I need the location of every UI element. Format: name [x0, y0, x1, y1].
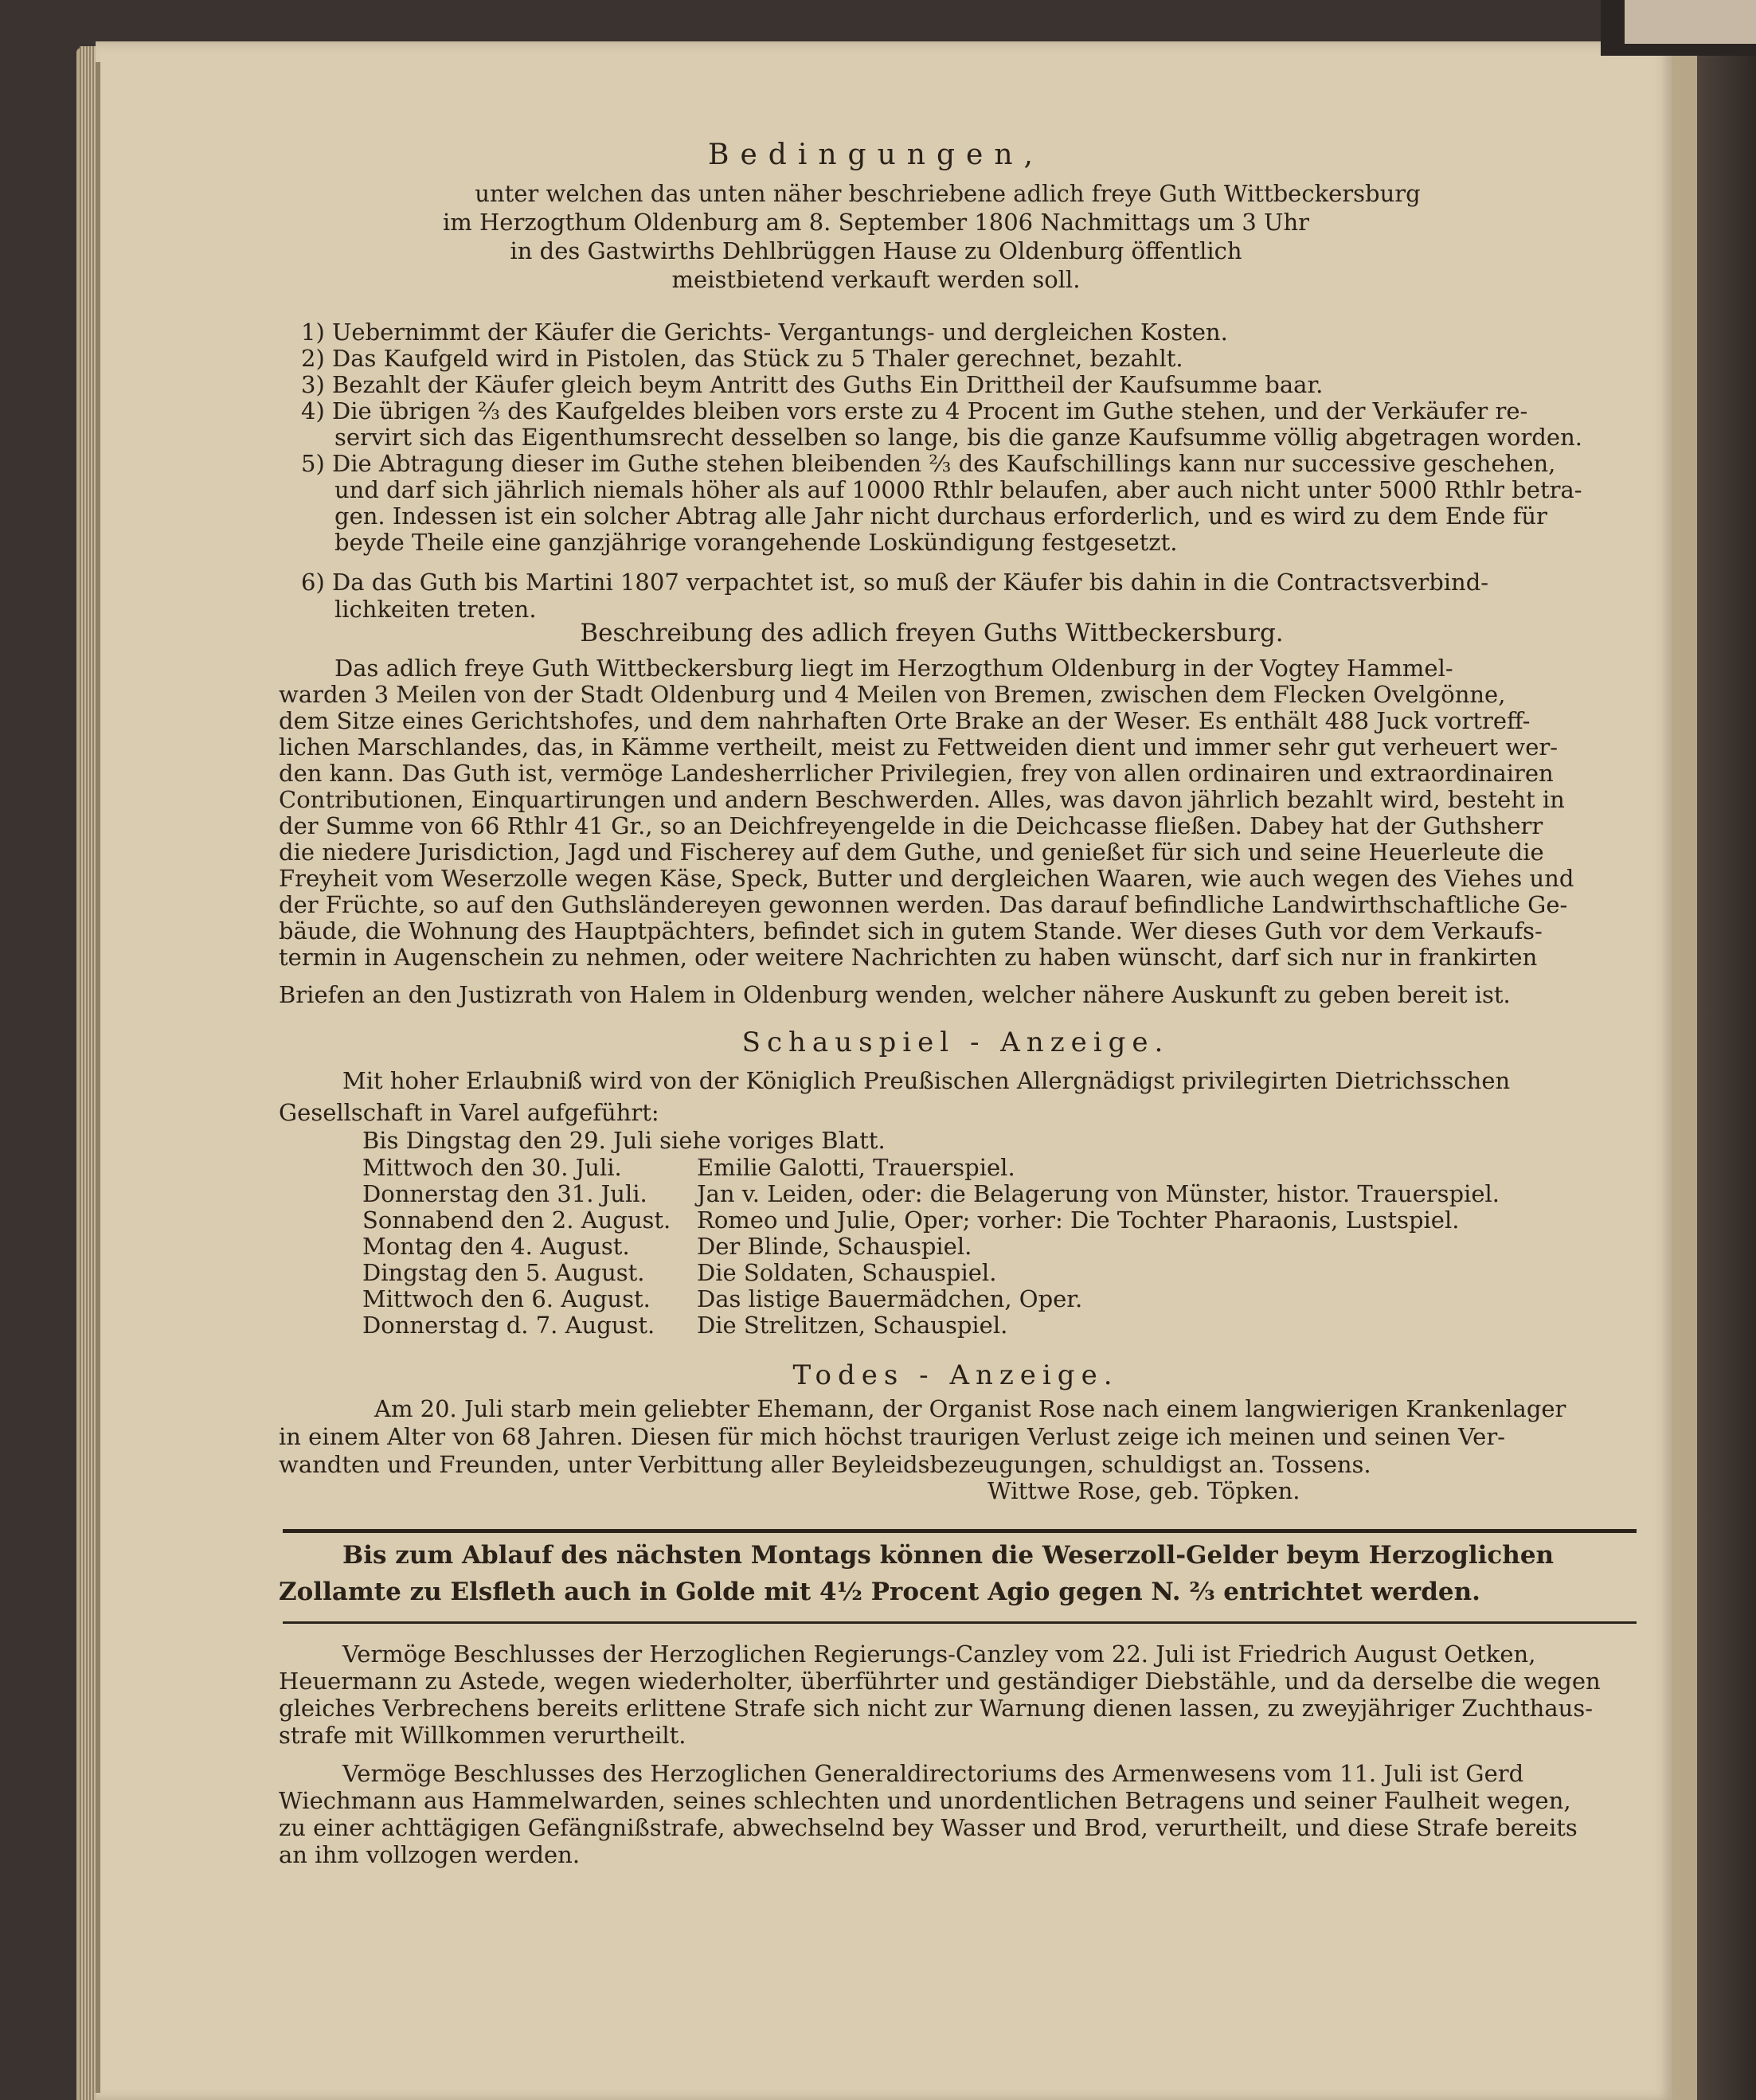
- title-heading: Bedingungen,: [708, 139, 1044, 171]
- description-line: den kann. Das Guth ist, vermöge Landesherrlicher Privilegien, frey von allen ordinairen und extraordinairen: [279, 760, 1554, 787]
- condition-line: lichkeiten treten.: [334, 596, 537, 623]
- notice-line: Zollamte zu Elsfleth auch in Golde mit 4½ Procent Agio gegen N. ⅔ entrichtet werden.: [279, 1578, 1480, 1606]
- condition-line: gen. Indessen ist ein solcher Abtrag alle Jahr nicht durchaus erforderlich, und es wird zu dem Ende für: [334, 503, 1547, 530]
- description-line: der Früchte, so auf den Guthsländereyen gewonnen werden. Das darauf befindliche Landwirthschaftliche Ge-: [279, 891, 1568, 918]
- schedule-date: Bis Dingstag den 29. Juli siehe voriges Blatt.: [362, 1127, 886, 1154]
- schedule-date: Mittwoch den 6. August.: [362, 1285, 651, 1312]
- description-line: der Summe von 66 Rthlr 41 Gr., so an Deichfreyengelde in die Deichcasse fließen. Dabey hat der Guthsherr: [279, 812, 1543, 839]
- condition-line: 4) Die übrigen ⅔ des Kaufgeldes bleiben vors erste zu 4 Procent im Guthe stehen, und der Verkäufer re-: [301, 397, 1528, 424]
- schedule-date: Montag den 4. August.: [362, 1233, 630, 1260]
- schedule-play: Der Blinde, Schauspiel.: [697, 1233, 972, 1260]
- binding-edge: [96, 62, 100, 2093]
- description-line: termin in Augenschein zu nehmen, oder weitere Nachrichten zu haben wünscht, darf sich nur in frankirten: [279, 944, 1538, 971]
- theatre-heading: Schauspiel - Anzeige.: [741, 1027, 1170, 1058]
- page-edges: [80, 46, 96, 2100]
- condition-line: beyde Theile eine ganzjährige vorangehende Loskündigung festgesetzt.: [334, 529, 1178, 556]
- condition-line: 3) Bezahlt der Käufer gleich beym Antritt des Guths Ein Drittheil der Kaufsumme baar.: [301, 371, 1324, 398]
- description-line: dem Sitze eines Gerichtshofes, und dem nahrhaften Orte Brake an der Weser. Es enthält 488 Juck vortreff-: [279, 707, 1531, 734]
- condition-line: und darf sich jährlich niemals höher als auf 10000 Rthlr belaufen, aber auch nicht unter 5000 Rthlr betra-: [334, 476, 1582, 503]
- description-heading: Beschreibung des adlich freyen Guths Wittbeckersburg.: [580, 619, 1284, 647]
- theatre-intro: Gesellschaft in Varel aufgeführt:: [279, 1099, 659, 1126]
- verdict-line: gleiches Verbrechens bereits erlittene Strafe sich nicht zur Warnung dienen lassen, zu zweyjähriger Zuchthaus-: [279, 1695, 1593, 1722]
- death-line: Am 20. Juli starb mein geliebter Ehemann, der Organist Rose nach einem langwierigen Krankenlager: [374, 1395, 1566, 1422]
- notice-bottom-rule: [283, 1621, 1637, 1624]
- death-signature: Wittwe Rose, geb. Töpken.: [988, 1477, 1300, 1504]
- condition-line: 2) Das Kaufgeld wird in Pistolen, das Stück zu 5 Thaler gerechnet, bezahlt.: [301, 345, 1183, 372]
- schedule-play: Jan v. Leiden, oder: die Belagerung von Münster, histor. Trauerspiel.: [697, 1180, 1500, 1207]
- top-corner-tape: [1625, 0, 1756, 44]
- description-line: Freyheit vom Weserzolle wegen Käse, Speck, Butter und dergleichen Waaren, wie auch wegen des Viehes und: [279, 865, 1574, 892]
- description-line: lichen Marschlandes, das, in Kämme vertheilt, meist zu Fettweiden dient und immer sehr gut verheuert wer-: [279, 733, 1558, 761]
- schedule-date: Dingstag den 5. August.: [362, 1259, 645, 1286]
- death-line: in einem Alter von 68 Jahren. Diesen für mich höchst traurigen Verlust zeige ich meinen und seinen Ver-: [279, 1423, 1506, 1450]
- schedule-play: Die Soldaten, Schauspiel.: [697, 1259, 997, 1286]
- title-line: meistbietend verkauft werden soll.: [671, 266, 1081, 293]
- description-line: Briefen an den Justizrath von Halem in Oldenburg wenden, welcher nähere Auskunft zu geben bereit ist.: [279, 981, 1511, 1008]
- title-line: unter welchen das unten näher beschriebene adlich freye Guth Wittbeckersburg: [475, 180, 1421, 207]
- description-line: Das adlich freye Guth Wittbeckersburg liegt im Herzogthum Oldenburg in der Vogtey Hammel-: [334, 655, 1453, 682]
- death-heading: Todes - Anzeige.: [792, 1359, 1119, 1391]
- schedule-date: Mittwoch den 30. Juli.: [362, 1154, 622, 1181]
- death-line: wandten und Freunden, unter Verbittung aller Beyleidsbezeugungen, schuldigst an. Tossens.: [279, 1451, 1371, 1478]
- schedule-date: Donnerstag den 31. Juli.: [362, 1180, 647, 1207]
- verdict-line: an ihm vollzogen werden.: [279, 1841, 581, 1868]
- verdict-line: zu einer achttägigen Gefängnißstrafe, abwechselnd bey Wasser und Brod, verurtheilt, und diese Strafe bereits: [279, 1814, 1578, 1841]
- verdict-line: strafe mit Willkommen verurtheilt.: [279, 1722, 686, 1749]
- title-line: in des Gastwirths Dehlbrüggen Hause zu Oldenburg öffentlich: [510, 237, 1242, 264]
- schedule-play: Emilie Galotti, Trauerspiel.: [697, 1154, 1015, 1181]
- verdict-line: Heuermann zu Astede, wegen wiederholter, überführter und geständiger Diebstähle, und da derselbe die wegen: [279, 1668, 1601, 1695]
- verdict-line: Vermöge Beschlusses der Herzoglichen Regierungs-Canzley vom 22. Juli ist Friedrich August Oetken,: [342, 1641, 1536, 1668]
- title-line: im Herzogthum Oldenburg am 8. September 1806 Nachmittags um 3 Uhr: [443, 209, 1309, 236]
- condition-line: servirt sich das Eigenthumsrecht desselben so lange, bis die ganze Kaufsumme völlig abgetragen worden.: [334, 424, 1582, 451]
- verdict-line: Vermöge Beschlusses des Herzoglichen Generaldirectoriums des Armenwesens vom 11. Juli ist Gerd: [342, 1760, 1524, 1787]
- notice-top-rule: [283, 1529, 1637, 1533]
- condition-line: 5) Die Abtragung dieser im Guthe stehen bleibenden ⅔ des Kaufschillings kann nur successive geschehen,: [301, 450, 1556, 477]
- description-line: die niedere Jurisdiction, Jagd und Fischerey auf dem Guthe, und genießet für sich und seine Heuerleute die: [279, 839, 1544, 866]
- schedule-play: Die Strelitzen, Schauspiel.: [697, 1312, 1008, 1339]
- condition-line: 6) Da das Guth bis Martini 1807 verpachtet ist, so muß der Käufer bis dahin in die Contractsverbind-: [301, 569, 1489, 596]
- schedule-date: Sonnabend den 2. August.: [362, 1206, 671, 1234]
- schedule-date: Donnerstag d. 7. August.: [362, 1312, 655, 1339]
- verdict-line: Wiechmann aus Hammelwarden, seines schlechten und unordentlichen Betragens und seiner Faulheit wegen,: [279, 1787, 1571, 1814]
- description-line: Contributionen, Einquartirungen und andern Beschwerden. Alles, was davon jährlich bezahlt wird, besteht in: [279, 786, 1565, 813]
- schedule-play: Romeo und Julie, Oper; vorher: Die Tochter Pharaonis, Lustspiel.: [697, 1206, 1460, 1234]
- condition-line: 1) Uebernimmt der Käufer die Gerichts- Vergantungs- und dergleichen Kosten.: [301, 319, 1228, 346]
- description-line: bäude, die Wohnung des Hauptpächters, befindet sich in gutem Stande. Wer dieses Guth vor dem Verkaufs-: [279, 917, 1543, 944]
- theatre-intro: Mit hoher Erlaubniß wird von der Königlich Preußischen Allergnädigst privilegirten Dietrichsschen: [342, 1067, 1511, 1094]
- notice-line: Bis zum Ablauf des nächsten Montags können die Weserzoll-Gelder beym Herzoglichen: [342, 1541, 1555, 1570]
- description-line: warden 3 Meilen von der Stadt Oldenburg und 4 Meilen von Bremen, zwischen dem Flecken Ovelgönne,: [279, 681, 1506, 708]
- schedule-play: Das listige Bauermädchen, Oper.: [697, 1285, 1083, 1312]
